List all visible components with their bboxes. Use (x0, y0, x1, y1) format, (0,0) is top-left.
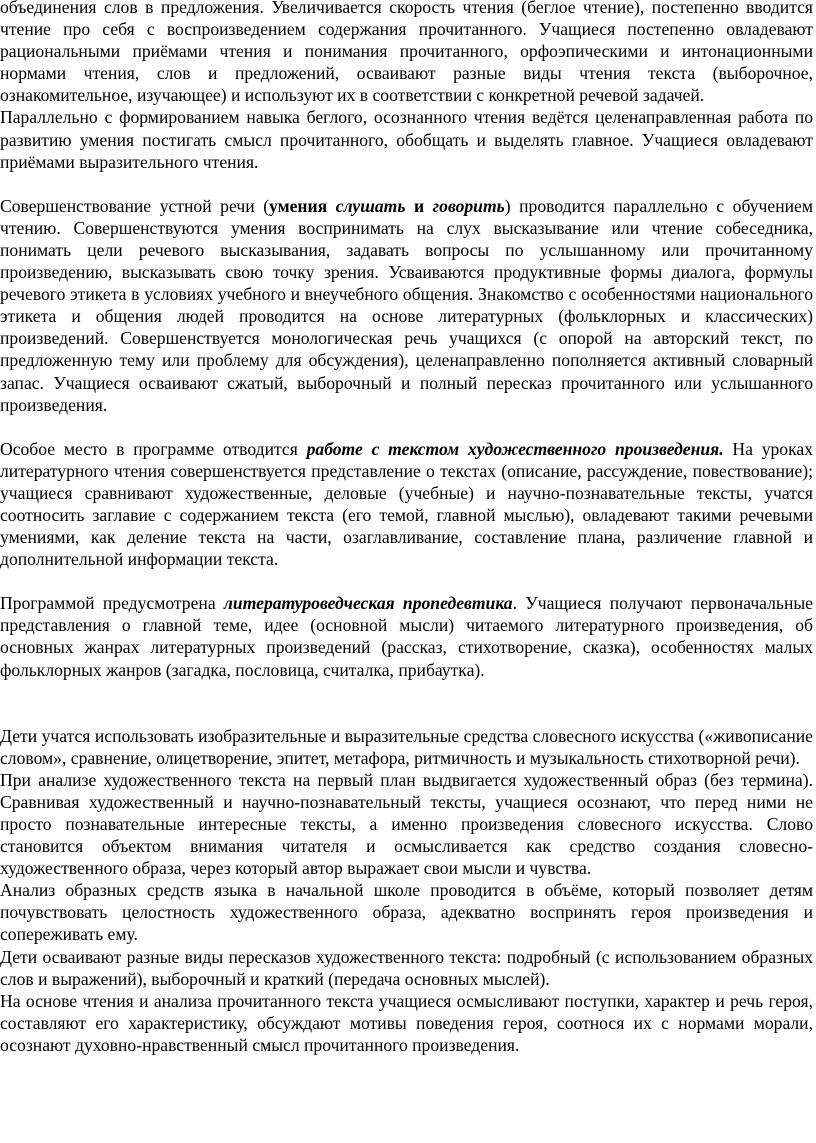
text-run: ) проводится параллельно с обучением чтению. Совершенствуются умения воспринимать на слух высказывание или чтение собеседника, понимать цели речевого высказывания, задавать вопросы по услышанному или прочитанному произведению, высказывать свою точку зрения. Усваиваются продуктивные формы диалога, формулы речевого этикета в условиях учебного и внеучебного общения. Знакомство с особенностями национального этикета и общения людей проводится на основе литературных (фольклорных и классических) произведений. Совершенствуется монологическая речь учащихся (с опорой на авторский текст, по предложенную тему или проблему для обсуждения), целенаправленно пополняется активный словарный запас. Учащиеся осваивают сжатый, выборочный и полный пересказ прочитанного или услышанного произведения. (0, 195, 813, 415)
text-run: Программой предусмотрена (0, 593, 224, 614)
emphasis-bold: умения (269, 195, 328, 216)
paragraph-oral-speech (0, 195, 813, 416)
paragraph-literary-propaedeutics (0, 592, 813, 680)
paragraph-text-work (0, 438, 813, 571)
paragraph-retelling-types: Дети осваивают разные виды пересказов художественного текста: подробный (с использованием образных слов и выражений), выборочный и краткий (передача основных мыслей). (0, 946, 813, 989)
text-run: . Учащиеся получают первоначальные представления о главной теме, идее (основной мысли) читаемого литературного произведения, об основных жанрах литературных произведений (рассказ, стихотворение, сказка), особенностях малых фольклорных жанров (загадка, пословица, считалка, прибаутка). (0, 593, 813, 680)
paragraph-artistic-image: При анализе художественного текста на первый план выдвигается художественный образ (без термина). Сравнивая художественный и научно-познавательный тексты, учащиеся осознают, что перед ними не просто познавательные интересные тексты, а именно произведения словесного искусства. Слово становится объектом внимания читателя и осмысливается как средство создания словесно-художественного образа, через который автор выражает свои мысли и чувства. (0, 769, 813, 879)
emphasis-text-work: работе с текстом художественного произведения. (306, 438, 724, 459)
text-space (327, 196, 336, 216)
emphasis-speak: говорить (432, 195, 505, 216)
paragraph-reading-skills: объединения слов в предложения. Увеличивается скорость чтения (беглое чтение), постепенно вводится чтение про себя с воспроизведением содержания прочитанного. Учащиеся постепенно овладевают рациональными приёмами чтения и понимания прочитанного, орфоэпическими и интонационными нормами чтения, слов и предложений, осваивают разные виды чтения текста (выборочное, ознакомительное, изучающее) и используют их в соответствии с конкретной речевой задачей. (0, 0, 813, 106)
blank-lines (0, 681, 813, 725)
text-space (405, 196, 414, 216)
emphasis-listen: слушать (335, 195, 406, 216)
text-run: Особое место в программе отводится (0, 438, 307, 459)
emphasis-and: и (413, 195, 425, 216)
text-run: На уроках литературного чтения совершенствуется представление о текстах (описание, рассуждение, повествование); учащиеся сравнивают художественные, деловые (учебные) и научно-познавательные тексты, учатся соотносить заглавие с содержанием текста (его темой, главной мыслью), овладевают такими речевыми умениями, как деление текста на части, озаглавливание, составление плана, различение главной и дополнительной информации текста. (0, 438, 813, 570)
paragraph-figurative-analysis: Анализ образных средств языка в начальной школе проводится в объёме, который позволяет детям почувствовать целостность художественного образа, адекватно воспринять героя произведения и сопереживать ему. (0, 880, 813, 945)
paragraph-hero-analysis: На основе чтения и анализа прочитанного текста учащиеся осмысливают поступки, характер и речь героя, составляют его характеристику, обсуждают мотивы поведения героя, соотнося их с нормами морали, осознают духовно-нравственный смысл прочитанного произведения. (0, 990, 813, 1055)
text-run: Совершенствование устной речи ( (0, 195, 270, 216)
blank-line (0, 416, 813, 438)
blank-line (0, 173, 813, 195)
text-space (424, 196, 433, 216)
emphasis-propaedeutics: литературоведческая пропедевтика (223, 593, 513, 614)
paragraph-meaning-comprehension: Параллельно с формированием навыка беглого, осознанного чтения ведётся целенаправленная работа по развитию умения постигать смысл прочитанного, обобщать и выделять главное. Учащиеся овладевают приёмами выразительного чтения. (0, 107, 813, 172)
blank-line (0, 570, 813, 592)
paragraph-expressive-means: Дети учатся использовать изобразительные и выразительные средства словесного искусства («живописание словом», сравнение, олицетворение, эпитет, метафора, ритмичность и музыкальность стихотворной речи). (0, 725, 813, 768)
